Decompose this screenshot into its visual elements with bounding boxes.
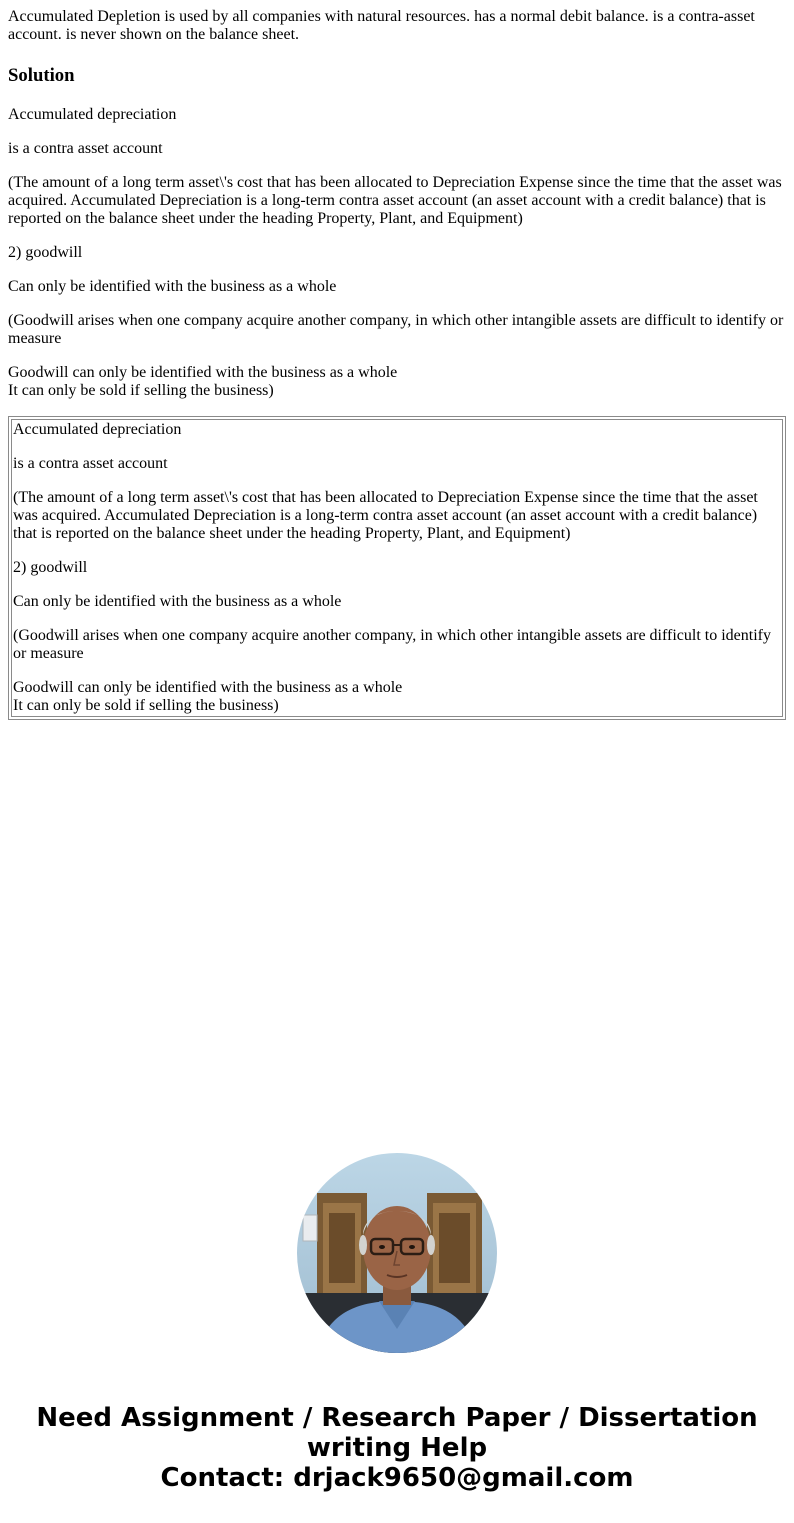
banner-line: writing Help <box>306 1433 488 1463</box>
solution-heading: Solution <box>8 65 75 86</box>
answer-paragraph <box>8 364 786 400</box>
answer-paragraph: 2) goodwill <box>13 559 88 576</box>
solution-body <box>8 106 786 400</box>
answer-paragraph: (Goodwill arises when one company acquire another company, in which other intangible assets are difficult to identify or measure <box>13 627 771 662</box>
answer-line: It can only be sold if selling the business) <box>13 697 279 714</box>
person-portrait-icon <box>297 1153 497 1353</box>
question-text: Accumulated Depletion is used by all companies with natural resources. has a normal debit balance. is a contra-asset account. is never shown on the balance sheet. <box>8 8 755 43</box>
answer-line: It can only be sold if selling the business) <box>8 382 274 399</box>
banner-line: Need Assignment / Research Paper / Dissertation <box>36 1403 758 1433</box>
avatar-photo <box>297 1153 497 1353</box>
answer-table <box>8 416 786 720</box>
answer-paragraph: 2) goodwill <box>8 244 83 261</box>
contact-banner <box>0 1403 794 1493</box>
answer-line: Goodwill can only be identified with the business as a whole <box>8 364 398 381</box>
answer-paragraph: Accumulated depreciation <box>13 421 182 438</box>
answer-paragraph: Accumulated depreciation <box>8 106 177 123</box>
answer-paragraph: is a contra asset account <box>8 140 163 157</box>
answer-paragraph: (The amount of a long term asset\'s cost that has been allocated to Depreciation Expense since the time that the asset was acquired. Accumulated Depreciation is a long-term contra asset account (an asset account with a credit balance) that is reported on the balance sheet under the heading Property, Plant, and Equipment) <box>13 489 758 542</box>
answer-line: Goodwill can only be identified with the business as a whole <box>13 679 403 696</box>
answer-paragraph: is a contra asset account <box>13 455 168 472</box>
answer-paragraph <box>13 679 781 715</box>
answer-paragraph: (Goodwill arises when one company acquire another company, in which other intangible assets are difficult to identify or measure <box>8 312 784 347</box>
answer-paragraph: Can only be identified with the business as a whole <box>8 278 337 295</box>
contact-email: Contact: drjack9650@gmail.com <box>160 1463 634 1493</box>
answer-paragraph: (The amount of a long term asset\'s cost that has been allocated to Depreciation Expense since the time that the asset was acquired. Accumulated Depreciation is a long-term contra asset account (an asset account with a credit balance) that is reported on the balance sheet under the heading Property, Plant, and Equipment) <box>8 174 782 227</box>
page-content <box>8 8 786 720</box>
answer-table-cell <box>11 419 783 717</box>
answer-paragraph: Can only be identified with the business as a whole <box>13 593 342 610</box>
